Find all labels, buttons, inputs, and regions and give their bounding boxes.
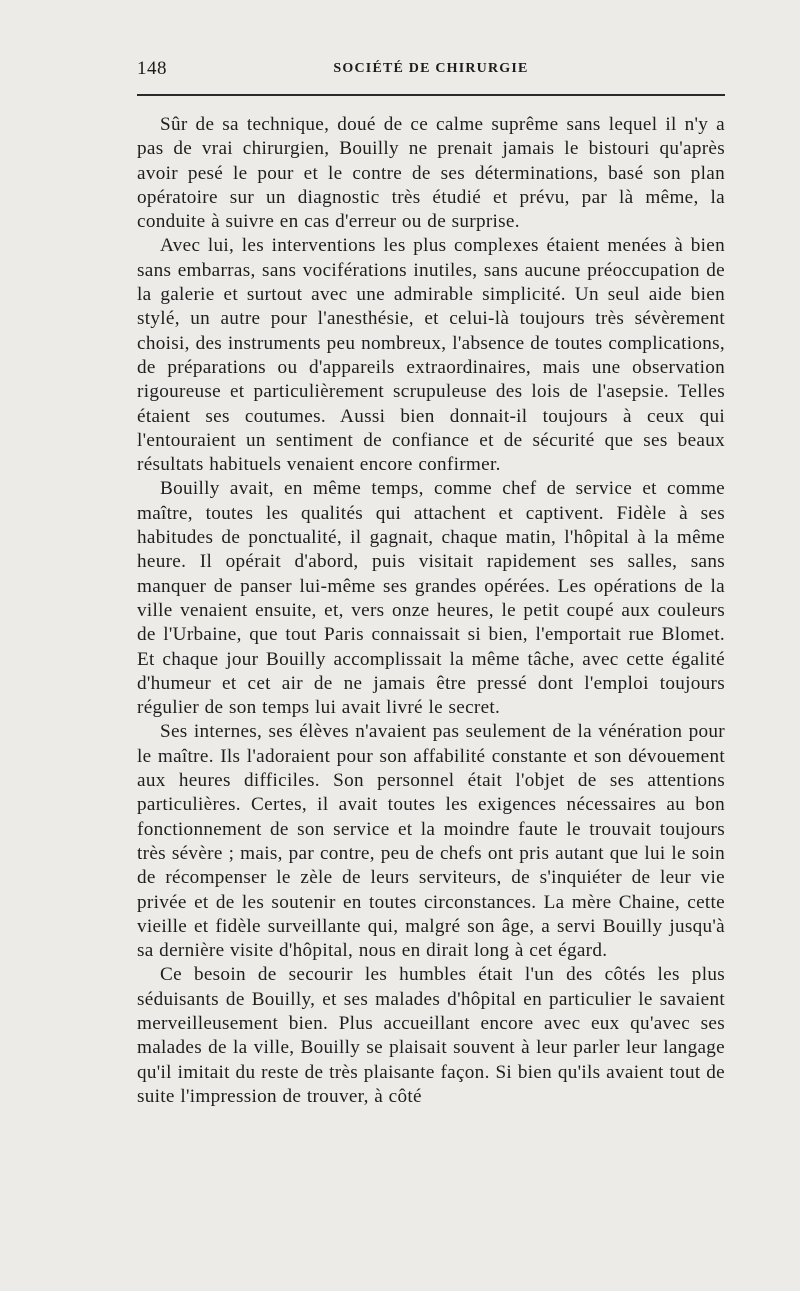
running-title: SOCIÉTÉ DE CHIRURGIE: [333, 61, 529, 76]
header-rule: [137, 94, 725, 96]
paragraph: Ses internes, ses élèves n'avaient pas seulement de la vénération pour le maître. Ils l'adoraient pour son affabilité constante et son dévouement aux heures difficiles. Son personnel était l'objet de ses attentions particulières. Certes, il avait toutes les exigences nécessaires au bon fonctionnement de son service et la moindre faute le trouvait toujours très sévère ; mais, par contre, peu de chefs ont pris autant que lui le soin de récompenser le zèle de leurs serviteurs, de s'inquiéter de leur vie privée et de les soutenir en toutes circonstances. La mère Chaine, cette vieille et fidèle surveillante qui, malgré son âge, a servi Bouilly jusqu'à sa dernière visite d'hôpital, nous en dirait long à cet égard.: [137, 721, 725, 962]
page-number: 148: [137, 58, 167, 79]
body-text: [137, 113, 725, 1109]
paragraph: Bouilly avait, en même temps, comme chef de service et comme maître, toutes les qualités qui attachent et captivent. Fidèle à ses habitudes de ponctualité, il gagnait, chaque matin, l'hôpital à la même heure. Il opérait d'abord, puis visitait rapidement ses salles, sans manquer de panser lui-même ses grandes opérées. Les opérations de la ville venaient ensuite, et, vers onze heures, le petit coupé aux couleurs de l'Urbaine, que tout Paris connaissait si bien, l'emportait rue Blomet. Et chaque jour Bouilly accomplissait la même tâche, avec cette égalité d'humeur et cet air de ne jamais être pressé dont l'emploi toujours régulier de son temps lui avait livré le secret.: [137, 478, 725, 719]
page-header: [137, 58, 725, 84]
paragraph: Avec lui, les interventions les plus complexes étaient menées à bien sans embarras, sans vociférations inutiles, sans aucune préoccupation de la galerie et surtout avec une admirable simplicité. Un seul aide bien stylé, un autre pour l'anesthésie, et celui-là toujours très sévèrement choisi, des instruments peu nombreux, l'absence de toutes complications, de préparations ou d'appareils extraordinaires, mais une observation rigoureuse et particulièrement scrupuleuse des lois de l'asepsie. Telles étaient ses coutumes. Aussi bien donnait-il toujours à ceux qui l'entouraient un sentiment de confiance et de sécurité que ses beaux résultats habituels venaient encore confirmer.: [137, 235, 725, 476]
paragraph: Ce besoin de secourir les humbles était l'un des côtés les plus séduisants de Bouilly, et ses malades d'hôpital en particulier le savaient merveilleusement bien. Plus accueillant encore avec eux qu'avec ses malades de la ville, Bouilly se plaisait souvent à leur parler leur langage qu'il imitait du reste de très plaisante façon. Si bien qu'ils avaient tout de suite l'impression de trouver, à côté: [137, 964, 725, 1107]
paragraph: Sûr de sa technique, doué de ce calme suprême sans lequel il n'y a pas de vrai chirurgien, Bouilly ne prenait jamais le bistouri qu'après avoir pesé le pour et le contre de ses déterminations, basé son plan opératoire sur un diagnostic très étudié et prévu, par là même, la conduite à suivre en cas d'erreur ou de surprise.: [137, 114, 725, 233]
